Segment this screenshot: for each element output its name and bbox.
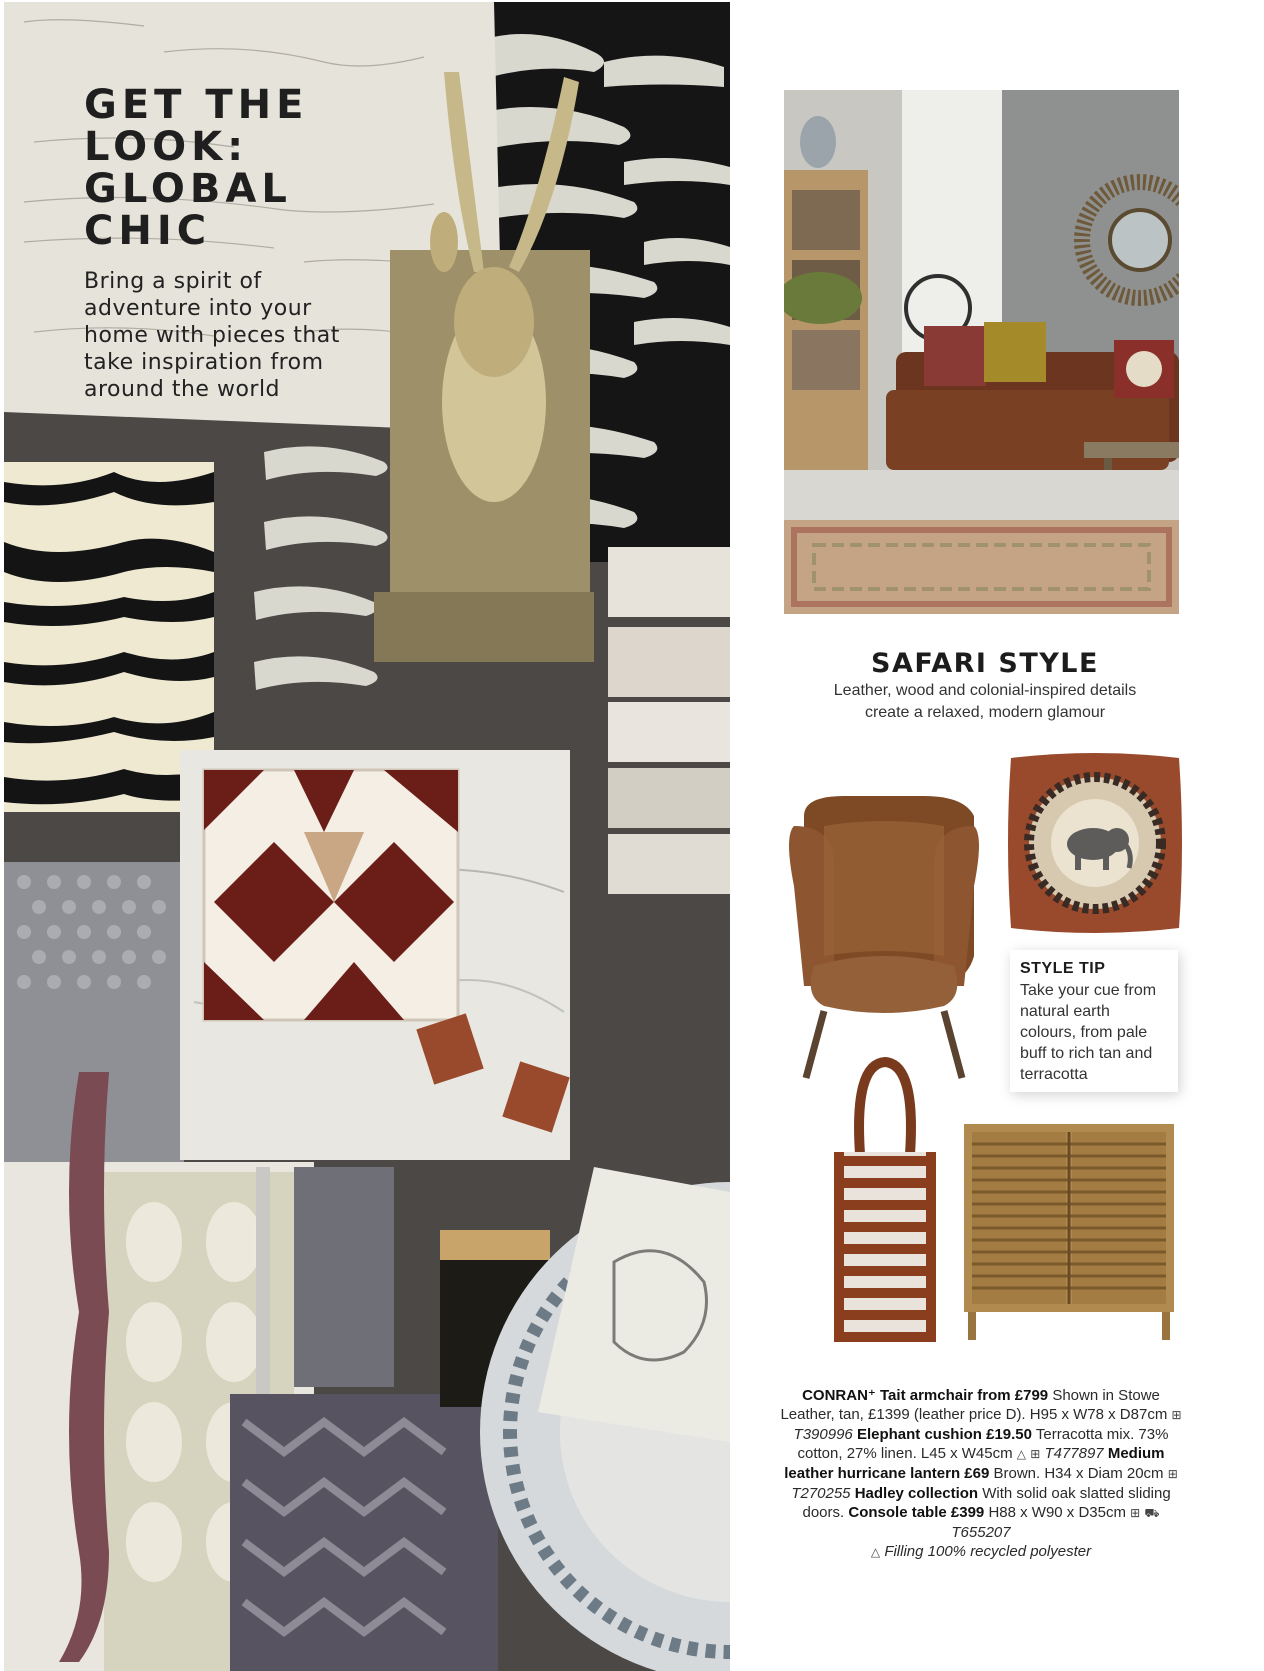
armchair-desc: Shown in Stowe Leather, tan, £1399 (leather price D). H95 x W78 x D87cm: [780, 1387, 1168, 1423]
lantern-code: T270255: [791, 1485, 851, 1502]
style-tip-text: Take your cue from natural earth colours, from pale buff to rich tan and terracotta: [1020, 982, 1157, 1083]
headline-line: LOOK:: [84, 124, 249, 170]
headline-line: CHIC: [84, 208, 212, 254]
lantern-desc: Brown. H34 x Diam 20cm: [993, 1465, 1164, 1482]
product-caption: [776, 1386, 1186, 1562]
cushion-name: Elephant cushion £19.50: [856, 1426, 1032, 1443]
recycle-icon: △: [870, 1545, 881, 1559]
box-icon: ⊞: [1030, 1447, 1041, 1461]
armchair-image: [784, 786, 984, 1086]
box-icon: ⊞: [1130, 1506, 1141, 1520]
style-tip-title: STYLE TIP: [1020, 960, 1106, 977]
box-icon: ⊞: [1171, 1408, 1182, 1422]
recycle-icon: △: [1016, 1447, 1027, 1461]
van-icon: ⛟: [1144, 1506, 1160, 1520]
console-desc: H88 x W90 x D35cm: [988, 1504, 1126, 1521]
headline-line: GET THE: [84, 82, 309, 128]
section-title: SAFARI STYLE: [871, 648, 1099, 679]
console-name: Console table £399: [848, 1504, 985, 1521]
elephant-cushion-image: [1007, 752, 1183, 934]
lantern-name: Medium leather hurricane lantern £69: [784, 1445, 1165, 1482]
intro-text: Bring a spirit of adventure into your home with pieces that take inspiration from around the world: [84, 269, 340, 402]
style-tip-box: [1010, 950, 1178, 1092]
headline-line: GLOBAL: [84, 166, 292, 212]
caption-footnote: Filling 100% recycled polyester: [884, 1543, 1092, 1560]
hadley-desc: With solid oak slatted sliding doors.: [802, 1485, 1171, 1521]
living-room-photo: [784, 90, 1179, 614]
cushion-desc: Terracotta mix. 73% cotton, 27% linen. L45 x W45cm: [797, 1426, 1169, 1462]
console-table-image: [962, 1122, 1176, 1342]
hadley-name: Hadley collection: [854, 1485, 979, 1502]
section-subtitle: [760, 680, 1210, 724]
console-code: T655207: [951, 1524, 1011, 1541]
armchair-code: T390996: [793, 1426, 853, 1443]
moodboard-image: [4, 2, 730, 1671]
page-headline: [84, 84, 384, 252]
cushion-code: T477897: [1044, 1445, 1104, 1462]
box-icon: ⊞: [1167, 1467, 1178, 1481]
armchair-name: CONRAN⁺ Tait armchair from £799: [802, 1387, 1049, 1404]
subtitle-line: Leather, wood and colonial-inspired details: [833, 682, 1137, 699]
subtitle-line: create a relaxed, modern glamour: [864, 704, 1106, 721]
leather-lantern-image: [826, 1056, 944, 1346]
